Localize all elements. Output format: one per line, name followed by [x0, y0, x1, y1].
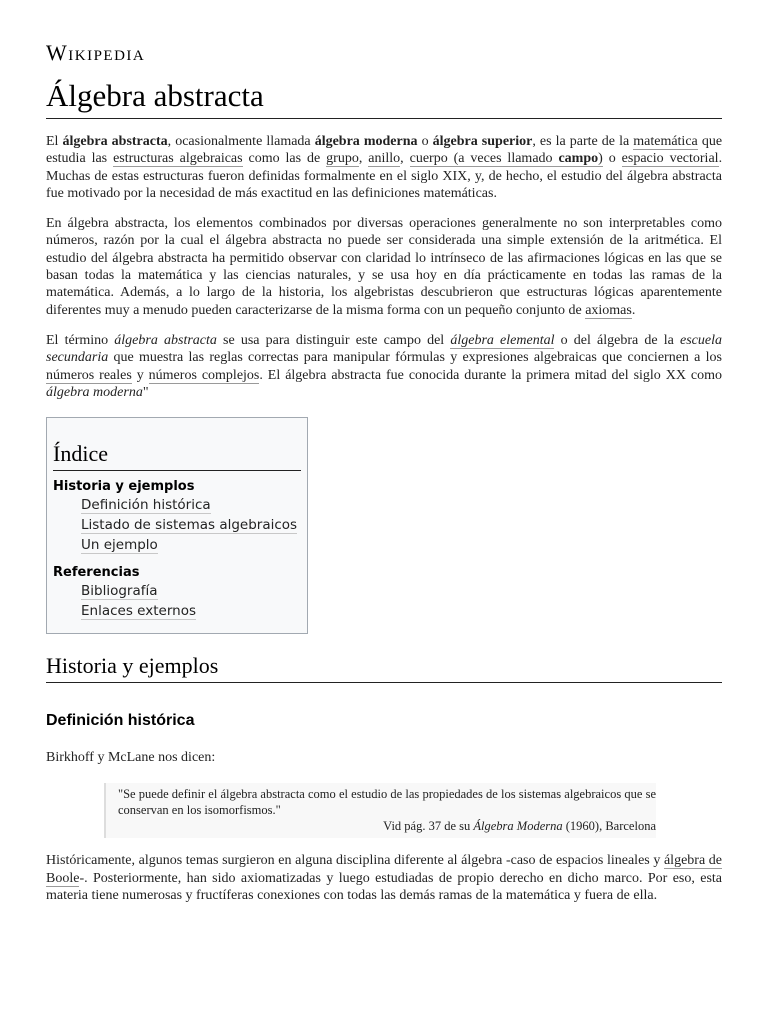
- intro-paragraph-1: El álgebra abstracta, ocasionalmente llamada álgebra moderna o álgebra superior, es la parte de la matemática que estudia las estructuras algebraicas como las de grupo, anillo, cuerpo (a veces llamado campo) o espacio vectorial. Muchas de estas estructuras fueron definidas formalmente en el siglo XIX, y, de hecho, el estudio del álgebra abstracta fue motivado por la necesidad de más exactitud en las definiciones matemáticas.: [46, 134, 723, 201]
- toc-subitem-definicion[interactable]: Definición histórica: [81, 497, 211, 514]
- subsection-heading-definicion: Definición histórica: [46, 712, 195, 730]
- link-anillo[interactable]: anillo: [368, 151, 401, 167]
- toc-title: Índice: [53, 440, 301, 471]
- toc-subitem-enlaces[interactable]: Enlaces externos: [81, 603, 196, 620]
- toc-item-referencias[interactable]: Referencias: [53, 565, 140, 581]
- section-heading-historia: Historia y ejemplos: [46, 652, 722, 683]
- bold-term: campo: [558, 151, 599, 167]
- link-algebra-elemental[interactable]: álgebra elemental: [450, 332, 555, 348]
- link-numeros-reales[interactable]: números reales: [46, 367, 132, 383]
- toc-subitem-bibliografia[interactable]: Bibliografía: [81, 583, 158, 600]
- intro-paragraph-2: En álgebra abstracta, los elementos combinados por diversas operaciones generalmente no son interpretables como números, razón por la cual el álgebra abstracta no puede ser considerada una simple extensión de la aritmética. El estudio del álgebra abstracta ha permitido observar con claridad lo intrínseco de las afirmaciones lógicas en las que se basan todas la matemática y las ciencias naturales, y se usa hoy en día prácticamente en todas las ramas de la matemática. Además, a lo largo de la historia, los algebristas descubrieron que estructuras lógicas aparentemente diferentes muy a menudo pueden caracterizarse de la misma forma con un pequeño conjunto de axiomas.: [46, 216, 722, 318]
- bold-term: álgebra abstracta: [62, 134, 168, 149]
- toc-subitem-ejemplo[interactable]: Un ejemplo: [81, 537, 158, 554]
- toc-subitem-listado[interactable]: Listado de sistemas algebraicos: [81, 517, 298, 534]
- page-title: Álgebra abstracta: [46, 78, 722, 119]
- link-algebra-de-boole[interactable]: álgebra de Boole: [46, 853, 722, 886]
- link-matematica[interactable]: matemática: [633, 134, 698, 149]
- toc-item-historia[interactable]: Historia y ejemplos: [53, 479, 195, 495]
- bold-term: álgebra moderna: [314, 134, 418, 149]
- link-estructuras-algebraicas[interactable]: estructuras algebraicas: [113, 151, 243, 167]
- italic-term: álgebra moderna: [46, 384, 143, 400]
- quote-citation: Vid pág. 37 de su Álgebra Moderna (1960), Barcelona: [383, 819, 656, 834]
- link-axiomas[interactable]: axiomas: [585, 302, 632, 318]
- italic-term: álgebra abstracta: [114, 332, 217, 348]
- wikipedia-logo[interactable]: Wikipedia: [46, 40, 146, 65]
- table-of-contents: [46, 417, 308, 634]
- link-espacio-vectorial[interactable]: espacio vectorial: [621, 151, 719, 167]
- italic-term: escuela secundaria: [46, 332, 722, 366]
- blockquote: [104, 783, 656, 838]
- quote-lead: Birkhoff y McLane nos dicen:: [46, 750, 216, 766]
- bold-term: álgebra superior: [432, 134, 533, 149]
- link-cuerpo[interactable]: cuerpo (a veces llamado campo): [409, 151, 603, 167]
- intro-paragraph-3: El término álgebra abstracta se usa para distinguir este campo del álgebra elemental o del álgebra de la escuela secundaria que muestra las reglas correctas para manipular fórmulas y expresiones algebraicas que conciernen a los números reales y números complejos. El álgebra abstracta fue conocida durante la primera mitad del siglo XX como álgebra moderna": [46, 332, 722, 400]
- link-numeros-complejos[interactable]: números complejos: [148, 367, 260, 383]
- quote-text: "Se puede definir el álgebra abstracta como el estudio de las propiedades de los sistemas algebraicos que se conservan en los isomorfismos.": [118, 787, 656, 818]
- history-paragraph: Históricamente, algunos temas surgieron en alguna disciplina diferente al álgebra -caso de espacios lineales y álgebra de Boole-. Posteriormente, han sido axiomatizadas y luego estudiadas de propio derecho en dicho marco. Por eso, esta materia tiene numerosas y fructíferas conexiones con todas las demás ramas de la matemática y fuera de ella.: [46, 853, 722, 904]
- link-grupo[interactable]: grupo: [326, 151, 359, 167]
